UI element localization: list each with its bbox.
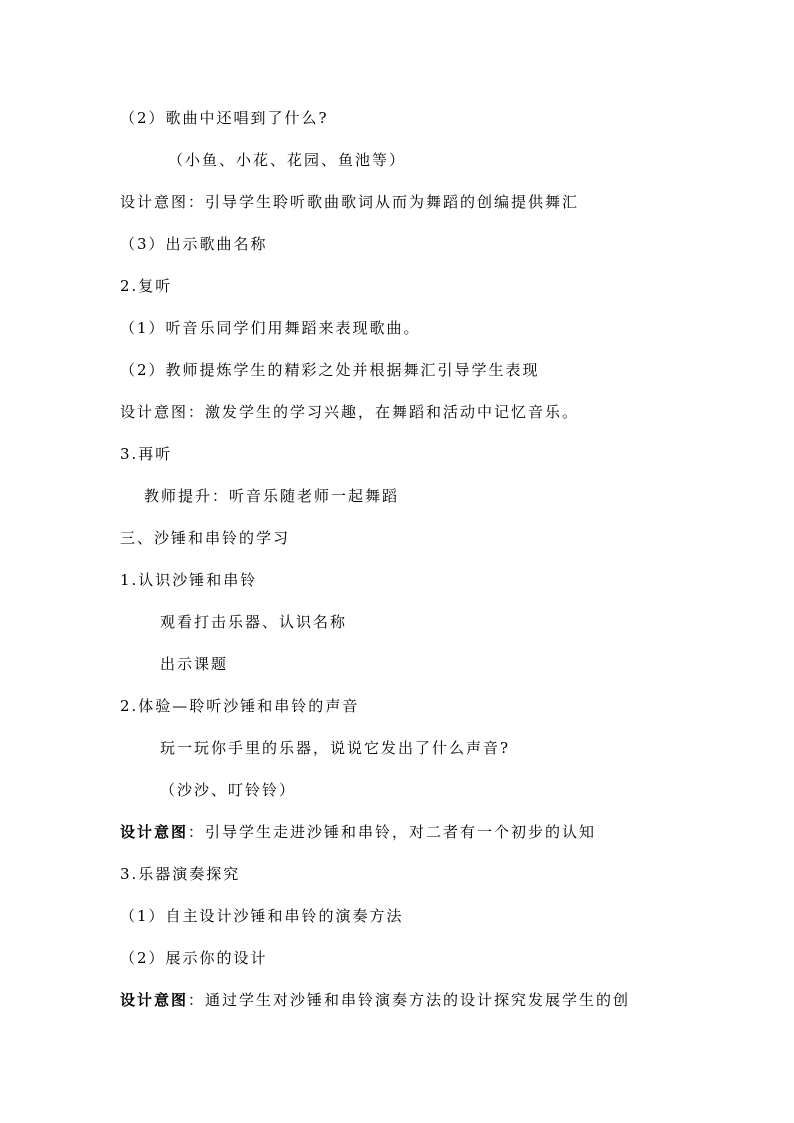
design-intent-label: 设计意图 — [120, 823, 189, 841]
section-heading-explore: 3.乐器演奏探究 — [120, 865, 241, 883]
answer-line: （小鱼、小花、花园、鱼池等） — [168, 151, 407, 169]
design-intent-text: ：通过学生对沙锤和串铃演奏方法的设计探究发展学生的创 — [188, 991, 631, 1009]
step-1-line: （1）听音乐同学们用舞蹈来表现歌曲。 — [120, 319, 421, 337]
show-topic-line: 出示课题 — [160, 655, 229, 673]
question-2-line: （2）歌曲中还唱到了什么? — [120, 109, 329, 127]
explore-step-2-line: （2）展示你的设计 — [120, 949, 268, 967]
section-heading-recognize: 1.认识沙锤和串铃 — [120, 571, 258, 589]
play-line: 玩一玩你手里的乐器，说说它发出了什么声音? — [160, 739, 511, 757]
step-3-line: （3）出示歌曲名称 — [120, 235, 268, 253]
section-heading-experience: 2.体验—聆听沙锤和串铃的声音 — [120, 697, 360, 715]
observe-line: 观看打击乐器、认识名称 — [160, 613, 348, 631]
design-intent-label: 设计意图 — [120, 991, 189, 1009]
design-intent-line: 设计意图：引导学生聆听歌曲歌词从而为舞蹈的创编提供舞汇 — [120, 193, 580, 211]
section-heading-replay: 2.复听 — [120, 277, 173, 295]
section-heading-listen-again: 3.再听 — [120, 445, 173, 463]
design-intent-line — [120, 822, 596, 842]
design-intent-line — [120, 990, 630, 1010]
design-intent-text: ：引导学生走进沙锤和串铃，对二者有一个初步的认知 — [188, 823, 597, 841]
sound-answer-line: （沙沙、叮铃铃） — [160, 781, 297, 799]
explore-step-1-line: （1）自主设计沙锤和串铃的演奏方法 — [120, 907, 404, 925]
chapter-heading: 三、沙锤和串铃的学习 — [120, 529, 291, 547]
design-intent-line: 设计意图：激发学生的学习兴趣，在舞蹈和活动中记忆音乐。 — [120, 403, 580, 421]
step-2-line: （2）教师提炼学生的精彩之处并根据舞汇引导学生表现 — [120, 361, 540, 379]
teacher-improve-line: 教师提升：听音乐随老师一起舞蹈 — [144, 487, 400, 505]
